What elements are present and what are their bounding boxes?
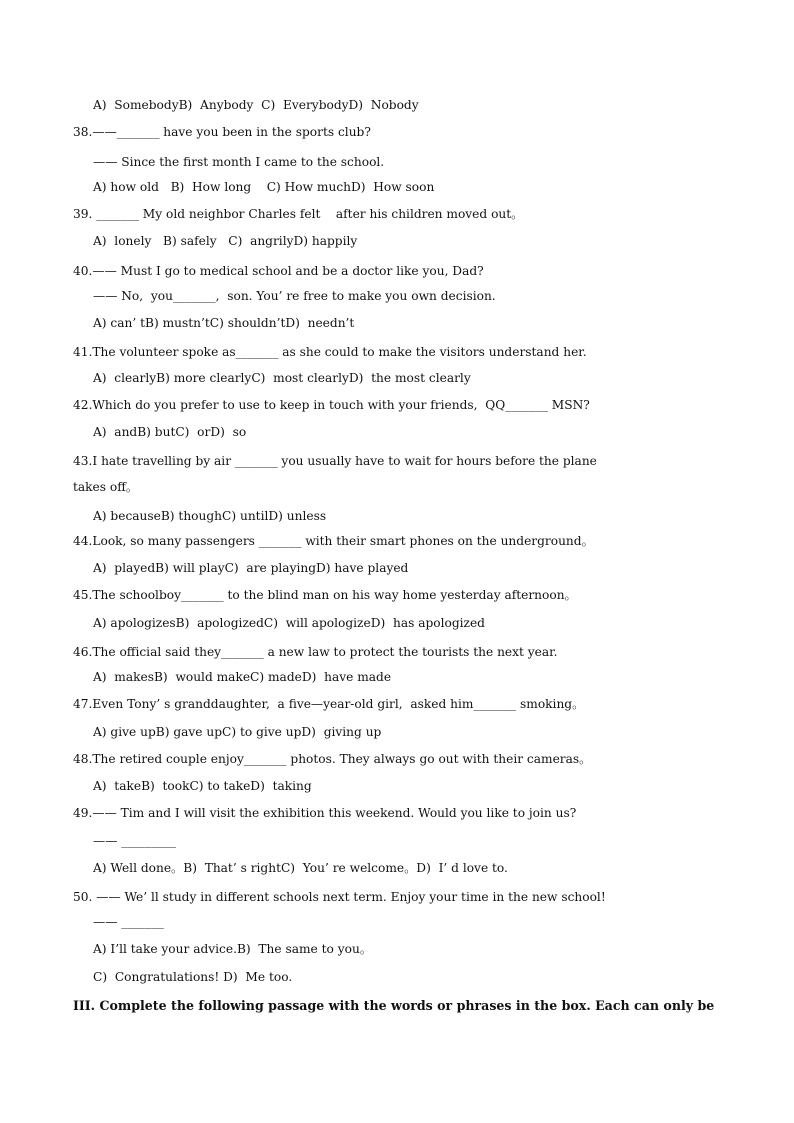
question-text: 42.Which do you prefer to use to keep in touch with your friends, QQ_______ MSN? xyxy=(73,398,590,412)
question-text: C) Congratulations! D) Me too. xyxy=(93,970,293,984)
question-text: A) becauseB) thoughC) untilD) unless xyxy=(93,509,327,523)
question-text: 50. —— We’ ll study in different schools next term. Enjoy your time in the new school! xyxy=(73,890,606,904)
question-text: 48.The retired couple enjoy_______ photos. They always go out with their cameras。 xyxy=(73,752,592,766)
question-text: 39. _______ My old neighbor Charles felt after his children moved out。 xyxy=(73,207,524,221)
question-text: A) playedB) will playC) are playingD) have played xyxy=(93,561,409,575)
question-text: A) can’ tB) mustn’tC) shouldn’tD) needn’t xyxy=(93,316,355,330)
question-text: A) how old B) How long C) How muchD) How soon xyxy=(93,180,435,194)
question-text: —— _________ xyxy=(93,834,177,848)
question-text: A) apologizesB) apologizedC) will apologizeD) has apologized xyxy=(93,616,485,630)
question-text: 43.I hate travelling by air _______ you usually have to wait for hours before the plane xyxy=(73,454,597,468)
question-text: A) lonely B) safely C) angrilyD) happily xyxy=(93,234,358,248)
question-text: 40.—— Must I go to medical school and be a doctor like you, Dad? xyxy=(73,264,484,278)
section-heading: III. Complete the following passage with the words or phrases in the box. Each can only be xyxy=(73,998,715,1013)
question-text: 49.—— Tim and I will visit the exhibition this weekend. Would you like to join us? xyxy=(73,806,577,820)
question-text: A) andB) butC) orD) so xyxy=(93,425,247,439)
question-text: —— _______ xyxy=(93,915,164,929)
question-text: —— Since the first month I came to the school. xyxy=(93,155,385,169)
question-text: 44.Look, so many passengers _______ with their smart phones on the underground。 xyxy=(73,534,594,548)
question-text: A) give upB) gave upC) to give upD) giving up xyxy=(93,725,382,739)
question-text: 46.The official said they_______ a new law to protect the tourists the next year. xyxy=(73,645,558,659)
question-text: 41.The volunteer spoke as_______ as she could to make the visitors understand her. xyxy=(73,345,587,359)
question-text: 45.The schoolboy_______ to the blind man on his way home yesterday afternoon。 xyxy=(73,588,577,602)
question-text: —— No, you_______, son. You’ re free to make you own decision. xyxy=(93,289,496,303)
question-text: 38.——_______ have you been in the sports club? xyxy=(73,125,371,139)
question-text: A) makesB) would makeC) madeD) have made xyxy=(93,670,392,684)
question-text: A) clearlyB) more clearlyC) most clearlyD) the most clearly xyxy=(93,371,471,385)
question-text: A) Well done。B) That’ s rightC) You’ re welcome。D) I’ d love to. xyxy=(93,861,508,875)
question-text: takes off。 xyxy=(73,480,139,494)
question-text: A) takeB) tookC) to takeD) taking xyxy=(93,779,312,793)
question-text: 47.Even Tony’ s granddaughter, a five—year-old girl, asked him_______ smoking。 xyxy=(73,697,585,711)
question-text: A) SomebodyB) Anybody C) EverybodyD) Nobody xyxy=(93,98,419,112)
question-text: A) I’ll take your advice.B) The same to you。 xyxy=(93,942,373,956)
